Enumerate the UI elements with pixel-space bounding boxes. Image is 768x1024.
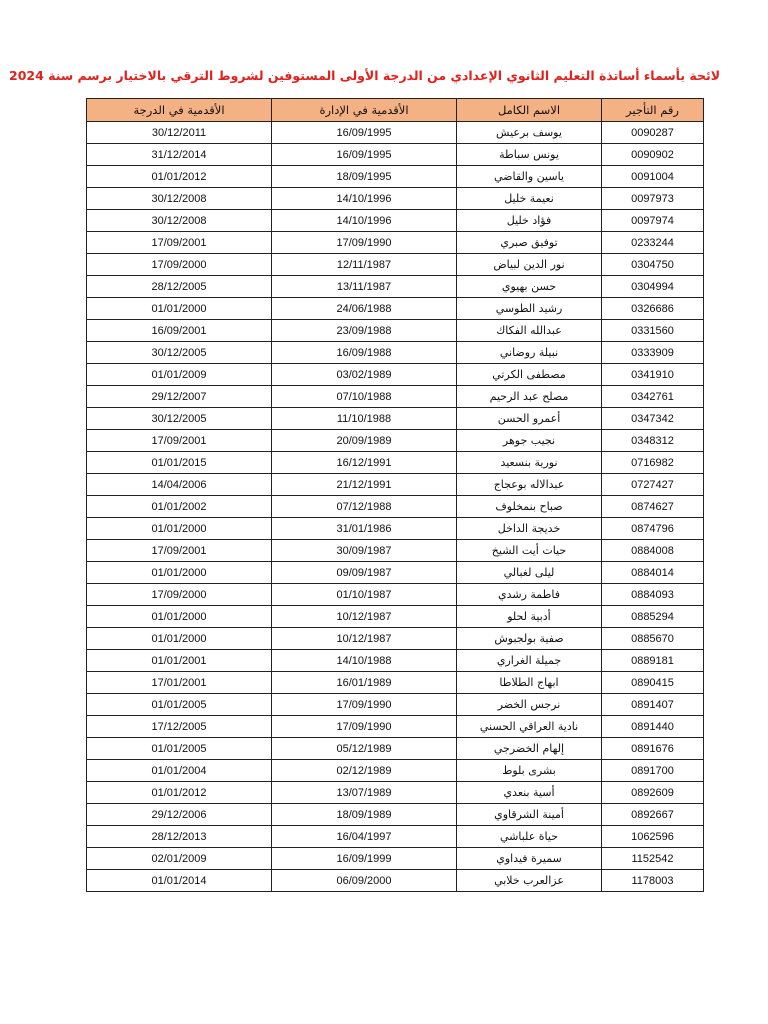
grade-seniority-cell: 29/12/2006 bbox=[87, 804, 272, 826]
full-name-cell: ابهاج الطلاطا bbox=[457, 672, 602, 694]
full-name-cell: مصطفى الكرتي bbox=[457, 364, 602, 386]
admin-seniority-cell: 16/09/1999 bbox=[272, 848, 457, 870]
salary-number-cell: 0884008 bbox=[602, 540, 704, 562]
grade-seniority-cell: 29/12/2007 bbox=[87, 386, 272, 408]
salary-number-cell: 0090287 bbox=[602, 122, 704, 144]
admin-seniority-cell: 17/09/1990 bbox=[272, 716, 457, 738]
full-name-cell: أمينة الشرقاوي bbox=[457, 804, 602, 826]
admin-seniority-cell: 20/09/1989 bbox=[272, 430, 457, 452]
table-row bbox=[87, 782, 704, 804]
salary-number-cell: 0892609 bbox=[602, 782, 704, 804]
admin-seniority-cell: 17/09/1990 bbox=[272, 232, 457, 254]
grade-seniority-cell: 17/12/2005 bbox=[87, 716, 272, 738]
table-row bbox=[87, 540, 704, 562]
grade-seniority-cell: 01/01/2002 bbox=[87, 496, 272, 518]
table-row bbox=[87, 496, 704, 518]
admin-seniority-cell: 07/12/1988 bbox=[272, 496, 457, 518]
salary-number-cell: 0348312 bbox=[602, 430, 704, 452]
salary-number-cell: 0304994 bbox=[602, 276, 704, 298]
salary-number-cell: 0884093 bbox=[602, 584, 704, 606]
admin-seniority-cell: 13/07/1989 bbox=[272, 782, 457, 804]
table-row bbox=[87, 628, 704, 650]
full-name-cell: عبدالله الفكاك bbox=[457, 320, 602, 342]
admin-seniority-cell: 16/04/1997 bbox=[272, 826, 457, 848]
roster-table bbox=[86, 98, 704, 892]
table-row bbox=[87, 166, 704, 188]
salary-number-cell: 0891700 bbox=[602, 760, 704, 782]
table-row bbox=[87, 606, 704, 628]
salary-number-cell: 0233244 bbox=[602, 232, 704, 254]
salary-number-cell: 0874627 bbox=[602, 496, 704, 518]
salary-number-cell: 0891676 bbox=[602, 738, 704, 760]
full-name-cell: نرجس الخضر bbox=[457, 694, 602, 716]
full-name-cell: صفية بولجبوش bbox=[457, 628, 602, 650]
grade-seniority-cell: 17/09/2001 bbox=[87, 232, 272, 254]
table-row bbox=[87, 364, 704, 386]
admin-seniority-cell: 14/10/1988 bbox=[272, 650, 457, 672]
salary-number-cell: 0090902 bbox=[602, 144, 704, 166]
salary-number-cell: 1062596 bbox=[602, 826, 704, 848]
grade-seniority-cell: 01/01/2004 bbox=[87, 760, 272, 782]
full-name-cell: أسية بنعدي bbox=[457, 782, 602, 804]
table-row bbox=[87, 342, 704, 364]
header-grade-seniority: الأقدمية في الدرجة bbox=[87, 99, 272, 122]
table-row bbox=[87, 320, 704, 342]
header-row bbox=[87, 99, 704, 122]
admin-seniority-cell: 18/09/1989 bbox=[272, 804, 457, 826]
salary-number-cell: 0342761 bbox=[602, 386, 704, 408]
salary-number-cell: 0331560 bbox=[602, 320, 704, 342]
salary-number-cell: 0727427 bbox=[602, 474, 704, 496]
full-name-cell: نورية بنسعيد bbox=[457, 452, 602, 474]
full-name-cell: فاطمة رشدي bbox=[457, 584, 602, 606]
table-row bbox=[87, 232, 704, 254]
salary-number-cell: 0889181 bbox=[602, 650, 704, 672]
admin-seniority-cell: 09/09/1987 bbox=[272, 562, 457, 584]
admin-seniority-cell: 16/12/1991 bbox=[272, 452, 457, 474]
full-name-cell: نادية العراقي الحسني bbox=[457, 716, 602, 738]
roster-body bbox=[87, 122, 704, 892]
full-name-cell: حيات أيت الشيخ bbox=[457, 540, 602, 562]
grade-seniority-cell: 01/01/2012 bbox=[87, 166, 272, 188]
grade-seniority-cell: 01/01/2000 bbox=[87, 562, 272, 584]
full-name-cell: جميلة الغراري bbox=[457, 650, 602, 672]
grade-seniority-cell: 01/01/2005 bbox=[87, 694, 272, 716]
grade-seniority-cell: 28/12/2005 bbox=[87, 276, 272, 298]
table-row bbox=[87, 254, 704, 276]
full-name-cell: نجيب جوهر bbox=[457, 430, 602, 452]
table-row bbox=[87, 298, 704, 320]
table-row bbox=[87, 870, 704, 892]
salary-number-cell: 0885294 bbox=[602, 606, 704, 628]
full-name-cell: صباح بنمخلوف bbox=[457, 496, 602, 518]
table-row bbox=[87, 430, 704, 452]
header-full-name: الاسم الكامل bbox=[457, 99, 602, 122]
grade-seniority-cell: 01/01/2000 bbox=[87, 628, 272, 650]
full-name-cell: أدبية لحلو bbox=[457, 606, 602, 628]
full-name-cell: نور الدين لبياض bbox=[457, 254, 602, 276]
grade-seniority-cell: 14/04/2006 bbox=[87, 474, 272, 496]
salary-number-cell: 0716982 bbox=[602, 452, 704, 474]
salary-number-cell: 1178003 bbox=[602, 870, 704, 892]
table-row bbox=[87, 562, 704, 584]
grade-seniority-cell: 01/01/2000 bbox=[87, 298, 272, 320]
full-name-cell: ليلى لغبالي bbox=[457, 562, 602, 584]
salary-number-cell: 0874796 bbox=[602, 518, 704, 540]
grade-seniority-cell: 02/01/2009 bbox=[87, 848, 272, 870]
grade-seniority-cell: 17/09/2001 bbox=[87, 430, 272, 452]
table-row bbox=[87, 276, 704, 298]
admin-seniority-cell: 21/12/1991 bbox=[272, 474, 457, 496]
admin-seniority-cell: 24/06/1988 bbox=[272, 298, 457, 320]
salary-number-cell: 0891407 bbox=[602, 694, 704, 716]
grade-seniority-cell: 01/01/2014 bbox=[87, 870, 272, 892]
table-row bbox=[87, 518, 704, 540]
full-name-cell: نبيلة روضاني bbox=[457, 342, 602, 364]
table-row bbox=[87, 452, 704, 474]
full-name-cell: سميرة فيداوي bbox=[457, 848, 602, 870]
grade-seniority-cell: 01/01/2009 bbox=[87, 364, 272, 386]
grade-seniority-cell: 17/09/2001 bbox=[87, 540, 272, 562]
salary-number-cell: 0341910 bbox=[602, 364, 704, 386]
grade-seniority-cell: 01/01/2015 bbox=[87, 452, 272, 474]
table-row bbox=[87, 760, 704, 782]
table-row bbox=[87, 738, 704, 760]
full-name-cell: خديجة الداخل bbox=[457, 518, 602, 540]
grade-seniority-cell: 30/12/2008 bbox=[87, 210, 272, 232]
admin-seniority-cell: 02/12/1989 bbox=[272, 760, 457, 782]
table-row bbox=[87, 694, 704, 716]
table-row bbox=[87, 408, 704, 430]
admin-seniority-cell: 06/09/2000 bbox=[272, 870, 457, 892]
table-row bbox=[87, 210, 704, 232]
admin-seniority-cell: 13/11/1987 bbox=[272, 276, 457, 298]
grade-seniority-cell: 01/01/2012 bbox=[87, 782, 272, 804]
table-row bbox=[87, 804, 704, 826]
salary-number-cell: 0097974 bbox=[602, 210, 704, 232]
admin-seniority-cell: 07/10/1988 bbox=[272, 386, 457, 408]
full-name-cell: ياسين والقاضي bbox=[457, 166, 602, 188]
grade-seniority-cell: 01/01/2001 bbox=[87, 650, 272, 672]
table-row bbox=[87, 650, 704, 672]
table-row bbox=[87, 848, 704, 870]
grade-seniority-cell: 30/12/2005 bbox=[87, 408, 272, 430]
grade-seniority-cell: 31/12/2014 bbox=[87, 144, 272, 166]
grade-seniority-cell: 01/01/2005 bbox=[87, 738, 272, 760]
table-row bbox=[87, 386, 704, 408]
salary-number-cell: 0884014 bbox=[602, 562, 704, 584]
full-name-cell: عزالعرب خلابي bbox=[457, 870, 602, 892]
salary-number-cell: 0891440 bbox=[602, 716, 704, 738]
grade-seniority-cell: 01/01/2000 bbox=[87, 606, 272, 628]
full-name-cell: عبدالاله بوعجاج bbox=[457, 474, 602, 496]
full-name-cell: يونس سباطة bbox=[457, 144, 602, 166]
table-row bbox=[87, 474, 704, 496]
table-row bbox=[87, 716, 704, 738]
admin-seniority-cell: 17/09/1990 bbox=[272, 694, 457, 716]
admin-seniority-cell: 10/12/1987 bbox=[272, 606, 457, 628]
header-salary-number: رقم التأجير bbox=[602, 99, 704, 122]
table-row bbox=[87, 144, 704, 166]
admin-seniority-cell: 14/10/1996 bbox=[272, 188, 457, 210]
admin-seniority-cell: 16/01/1989 bbox=[272, 672, 457, 694]
document-title: لائحة بأسماء أساتذة التعليم الثانوي الإعدادي من الدرجة الأولى المستوفين لشروط الترقي بالاختيار برسم سنة 2024 bbox=[9, 68, 720, 83]
grade-seniority-cell: 17/01/2001 bbox=[87, 672, 272, 694]
admin-seniority-cell: 03/02/1989 bbox=[272, 364, 457, 386]
grade-seniority-cell: 30/12/2005 bbox=[87, 342, 272, 364]
grade-seniority-cell: 01/01/2000 bbox=[87, 518, 272, 540]
full-name-cell: حياة علباشي bbox=[457, 826, 602, 848]
salary-number-cell: 1152542 bbox=[602, 848, 704, 870]
admin-seniority-cell: 16/09/1988 bbox=[272, 342, 457, 364]
salary-number-cell: 0333909 bbox=[602, 342, 704, 364]
admin-seniority-cell: 30/09/1987 bbox=[272, 540, 457, 562]
header-admin-seniority: الأقدمية في الإدارة bbox=[272, 99, 457, 122]
full-name-cell: نعيمة خليل bbox=[457, 188, 602, 210]
grade-seniority-cell: 30/12/2011 bbox=[87, 122, 272, 144]
admin-seniority-cell: 11/10/1988 bbox=[272, 408, 457, 430]
table-row bbox=[87, 826, 704, 848]
salary-number-cell: 0097973 bbox=[602, 188, 704, 210]
full-name-cell: إلهام الخضرجي bbox=[457, 738, 602, 760]
salary-number-cell: 0892667 bbox=[602, 804, 704, 826]
full-name-cell: بشرى بلوط bbox=[457, 760, 602, 782]
admin-seniority-cell: 14/10/1996 bbox=[272, 210, 457, 232]
full-name-cell: فؤاد خليل bbox=[457, 210, 602, 232]
admin-seniority-cell: 01/10/1987 bbox=[272, 584, 457, 606]
grade-seniority-cell: 17/09/2000 bbox=[87, 254, 272, 276]
admin-seniority-cell: 16/09/1995 bbox=[272, 144, 457, 166]
salary-number-cell: 0304750 bbox=[602, 254, 704, 276]
full-name-cell: مصلح عبد الرحيم bbox=[457, 386, 602, 408]
salary-number-cell: 0890415 bbox=[602, 672, 704, 694]
admin-seniority-cell: 31/01/1986 bbox=[272, 518, 457, 540]
full-name-cell: حسن بهيوي bbox=[457, 276, 602, 298]
salary-number-cell: 0347342 bbox=[602, 408, 704, 430]
admin-seniority-cell: 10/12/1987 bbox=[272, 628, 457, 650]
table-row bbox=[87, 584, 704, 606]
admin-seniority-cell: 18/09/1995 bbox=[272, 166, 457, 188]
full-name-cell: رشيد الطوسي bbox=[457, 298, 602, 320]
grade-seniority-cell: 28/12/2013 bbox=[87, 826, 272, 848]
table-row bbox=[87, 672, 704, 694]
admin-seniority-cell: 05/12/1989 bbox=[272, 738, 457, 760]
grade-seniority-cell: 17/09/2000 bbox=[87, 584, 272, 606]
full-name-cell: أعمرو الحسن bbox=[457, 408, 602, 430]
full-name-cell: يوسف برعيش bbox=[457, 122, 602, 144]
salary-number-cell: 0885670 bbox=[602, 628, 704, 650]
admin-seniority-cell: 16/09/1995 bbox=[272, 122, 457, 144]
table-row bbox=[87, 188, 704, 210]
full-name-cell: توفيق صبري bbox=[457, 232, 602, 254]
admin-seniority-cell: 12/11/1987 bbox=[272, 254, 457, 276]
salary-number-cell: 0091004 bbox=[602, 166, 704, 188]
salary-number-cell: 0326686 bbox=[602, 298, 704, 320]
admin-seniority-cell: 23/09/1988 bbox=[272, 320, 457, 342]
grade-seniority-cell: 30/12/2008 bbox=[87, 188, 272, 210]
table-row bbox=[87, 122, 704, 144]
grade-seniority-cell: 16/09/2001 bbox=[87, 320, 272, 342]
